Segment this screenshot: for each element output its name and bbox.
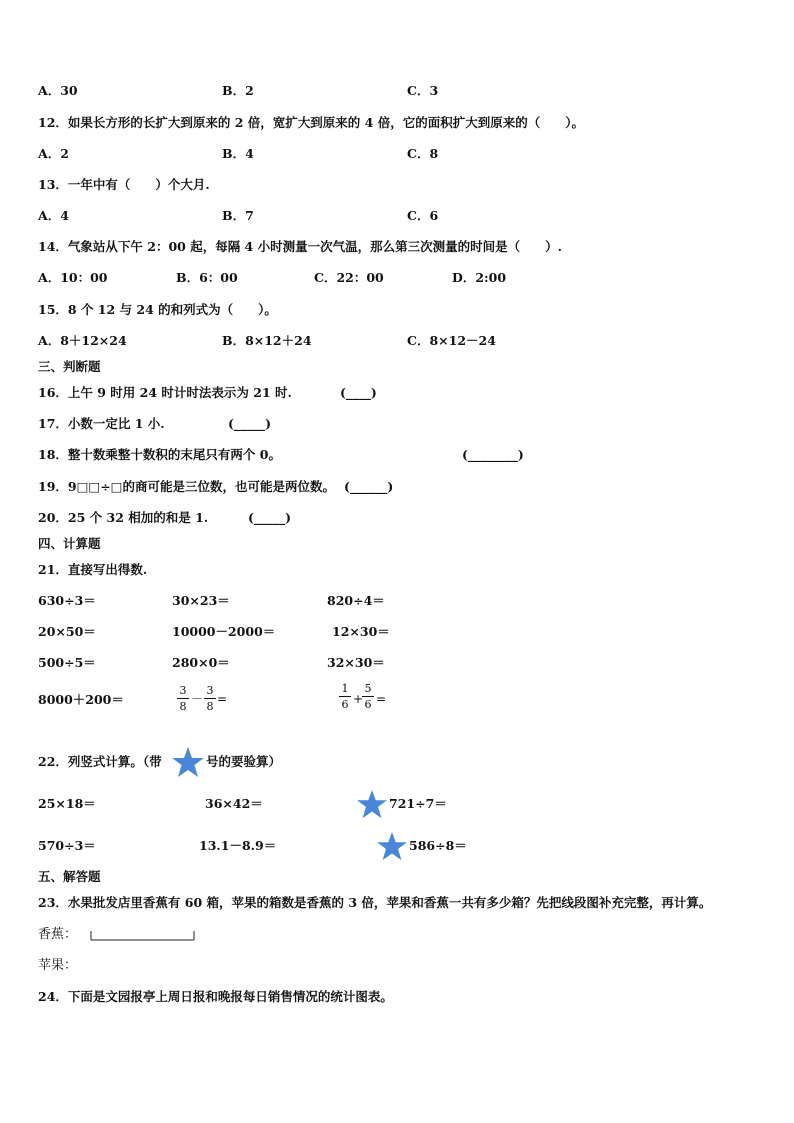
q22-stem-part1: 22．列竖式计算。（带 [38, 754, 162, 769]
q12-option-b: B．4 [222, 146, 254, 161]
q15-option-a: A．8＋12×24 [38, 333, 127, 348]
q20-stem: 20．25 个 32 相加的和是 1. [38, 510, 209, 525]
numerator: 3 [179, 684, 187, 697]
q21-item: 32×30＝ [327, 655, 385, 670]
q11-option-a: A．30 [38, 83, 78, 98]
numerator: 5 [364, 682, 372, 695]
q22-stem-part2: 号的要验算） [206, 754, 282, 769]
star-icon [171, 746, 205, 778]
q22-item: 36×42＝ [205, 796, 263, 811]
q14-option-b: B．6：00 [176, 270, 238, 285]
fraction-bar [204, 698, 216, 699]
equals-sign: = [376, 692, 387, 706]
q21-item: 500÷5＝ [38, 655, 96, 670]
q22-item: 586÷8＝ [409, 838, 467, 853]
q14-option-d: D．2:00 [452, 270, 507, 285]
q13-option-c: C．6 [407, 208, 439, 223]
denominator: 8 [179, 700, 187, 713]
q21-item: 630÷3＝ [38, 593, 96, 608]
q18-stem: 18．整十数乘整十数积的末尾只有两个 0。 [38, 447, 281, 462]
q14-option-c: C．22：00 [314, 270, 384, 285]
q13-stem: 13．一年中有（ ）个大月. [38, 177, 210, 192]
fraction [362, 682, 374, 711]
q21-item: 30×23＝ [172, 593, 230, 608]
fraction-bar [362, 696, 374, 697]
q19-blank: (______) [344, 479, 394, 494]
q16-blank: (____) [340, 385, 377, 400]
fraction [204, 684, 216, 713]
q21-item: 280×0＝ [172, 655, 230, 670]
denominator: 6 [341, 698, 349, 711]
apple-label: 苹果： [38, 958, 78, 973]
q13-option-b: B．7 [222, 208, 254, 223]
q12-option-a: A．2 [38, 146, 69, 161]
section-4-heading: 四、计算题 [38, 536, 101, 551]
q21-item: 20×50＝ [38, 624, 96, 639]
q12-option-c: C．8 [407, 146, 439, 161]
q15-option-c: C．8×12－24 [407, 333, 496, 348]
q16-stem: 16．上午 9 时用 24 时计时法表示为 21 时. [38, 385, 292, 400]
q19-stem: 19．9□□÷□的商可能是三位数，也可能是两位数。 [38, 479, 335, 494]
fraction-bar [339, 696, 351, 697]
section-3-heading: 三、判断题 [38, 359, 101, 374]
q11-option-b: B．2 [222, 83, 254, 98]
q24-stem: 24．下面是文园报亭上周日报和晚报每日销售情况的统计图表。 [38, 989, 393, 1004]
fraction-bar [177, 698, 189, 699]
numerator: 3 [206, 684, 214, 697]
q21-item: 8000＋200＝ [38, 692, 124, 707]
banana-segment [90, 930, 196, 942]
q17-stem: 17．小数一定比 1 小. [38, 416, 165, 431]
q22-item: 721÷7＝ [389, 796, 447, 811]
q17-blank: (_____) [228, 416, 272, 431]
star-icon [356, 789, 388, 819]
plus-operator: + [353, 692, 364, 706]
q21-item: 10000－2000＝ [172, 624, 276, 639]
q13-option-a: A．4 [38, 208, 69, 223]
numerator: 1 [341, 682, 349, 695]
q15-option-b: B．8×12＋24 [222, 333, 312, 348]
q23-stem: 23．水果批发店里香蕉有 60 箱，苹果的箱数是香蕉的 3 倍，苹果和香蕉一共有多少箱？先把线段图补充完整，再计算。 [38, 895, 712, 910]
denominator: 6 [364, 698, 372, 711]
q20-blank: (_____) [248, 510, 292, 525]
q21-item: 12×30＝ [332, 624, 390, 639]
denominator: 8 [206, 700, 214, 713]
q21-stem: 21．直接写出得数. [38, 562, 148, 577]
q22-item: 13.1－8.9＝ [199, 838, 277, 853]
q14-stem: 14．气象站从下午 2：00 起，每隔 4 小时测量一次气温，那么第三次测量的时间是（ ）. [38, 239, 562, 254]
q22-item: 570÷3＝ [38, 838, 96, 853]
q14-option-a: A．10：00 [38, 270, 108, 285]
q11-option-c: C．3 [407, 83, 439, 98]
banana-label: 香蕉： [38, 927, 78, 942]
q12-stem: 12．如果长方形的长扩大到原来的 2 倍，宽扩大到原来的 4 倍，它的面积扩大到原来的（ ）。 [38, 115, 584, 130]
section-5-heading: 五、解答题 [38, 869, 101, 884]
minus-operator: － [191, 692, 204, 706]
equals-sign: = [217, 692, 228, 706]
q18-blank: (________) [462, 447, 524, 462]
q21-item: 820÷4＝ [327, 593, 385, 608]
q15-stem: 15．8 个 12 与 24 的和列式为（ ）。 [38, 302, 277, 317]
star-icon [376, 831, 408, 861]
fraction [177, 684, 189, 713]
fraction [339, 682, 351, 711]
q22-item: 25×18＝ [38, 796, 96, 811]
